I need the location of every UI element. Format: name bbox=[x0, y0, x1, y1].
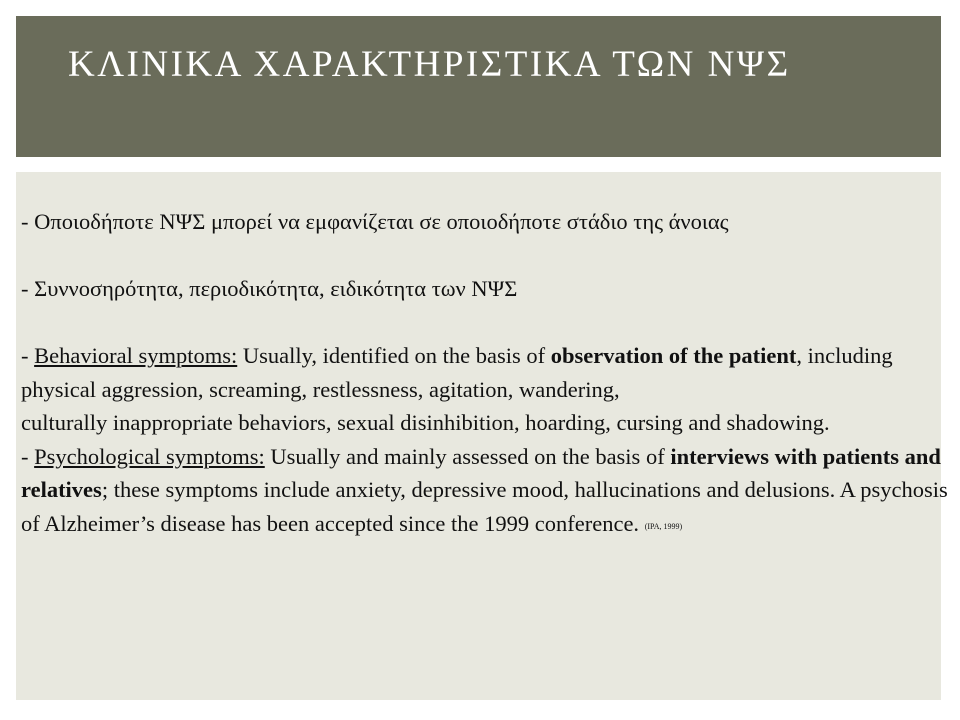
psychological-bold: interviews with patients and relatives bbox=[21, 443, 941, 502]
psychological-text-1: Usually and mainly assessed on the basis of bbox=[264, 443, 671, 469]
behavioral-line-2: culturally inappropriate behaviors, sexual disinhibition, hoarding, cursing and shadowing. bbox=[21, 410, 830, 435]
slide-title: ΚΛΙΝΙΚΑ ΧΑΡΑΚΤΗΡΙΣΤΙΚΑ ΤΩΝ ΝΨΣ bbox=[68, 44, 791, 85]
bullet-any-symptom: - Οποιοδήποτε ΝΨΣ μπορεί να εμφανίζεται σε οποιοδήποτε στάδιο της άνοιας bbox=[21, 209, 729, 234]
psychological-text-2: ; these symptoms include anxiety, depressive mood, hallucinations and delusions. A psychosis of Alzheimer’s disease has been accepted since the 1999 conference. bbox=[21, 477, 948, 536]
bullet-behavioral-symptoms bbox=[21, 339, 960, 406]
behavioral-text-1: Usually, identified on the basis of bbox=[237, 343, 551, 368]
behavioral-dash: - bbox=[21, 343, 35, 368]
content-box bbox=[16, 172, 948, 700]
behavioral-bold: observation of the patient bbox=[550, 343, 797, 368]
behavioral-text-2: , including physical aggression, screaming, restlessness, agitation, wandering, bbox=[21, 343, 893, 402]
psychological-heading: Psychological symptoms: bbox=[34, 443, 265, 469]
slide-body bbox=[21, 205, 960, 545]
bullet-comorbidity: - Συννοσηρότητα, περιοδικότητα, ειδικότητα των ΝΨΣ bbox=[21, 276, 518, 301]
citation: (IPA, 1999) bbox=[644, 521, 683, 531]
bullet-psychological-symptoms bbox=[21, 440, 960, 546]
title-bar bbox=[16, 16, 941, 157]
psychological-dash: - bbox=[21, 443, 35, 469]
behavioral-heading: Behavioral symptoms: bbox=[34, 343, 238, 368]
